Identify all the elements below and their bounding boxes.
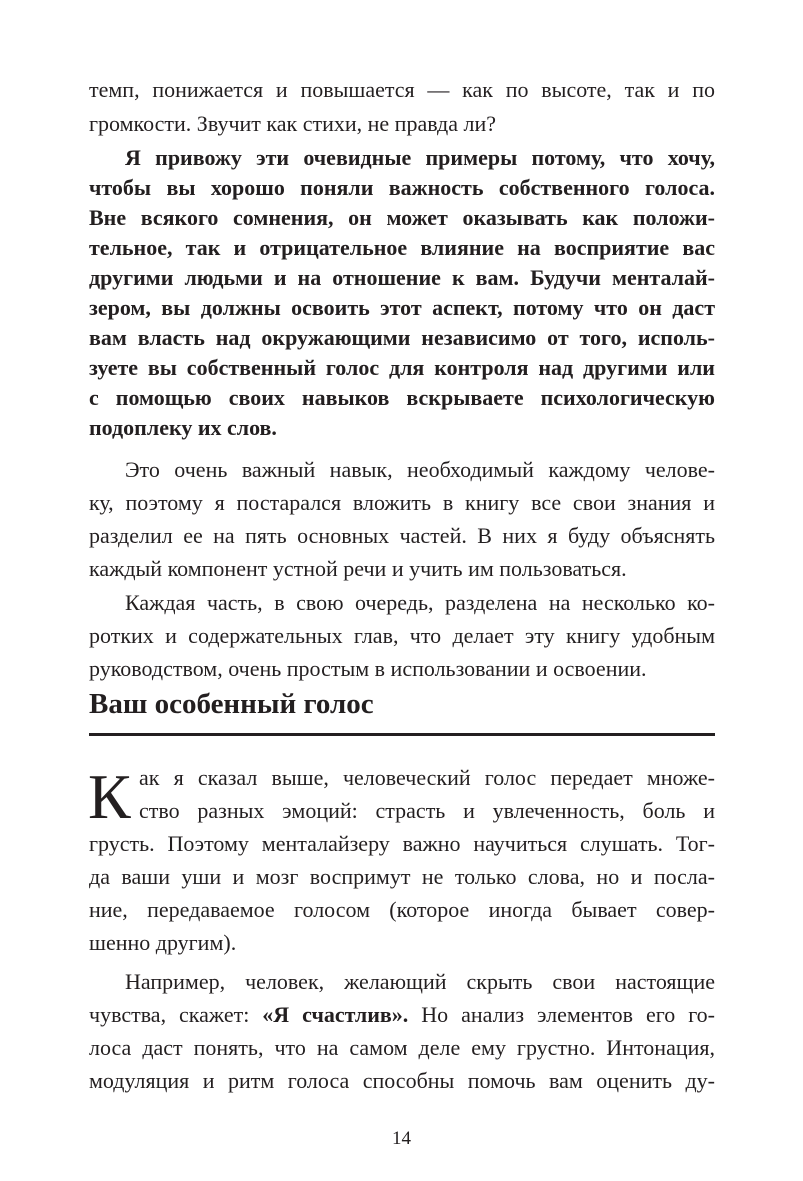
text-line: тельное, так и отрицательное влияние на восприятие вас: [89, 235, 715, 260]
text-line: подоплеку их слов.: [89, 415, 277, 440]
text-line: шенно другим).: [89, 930, 237, 955]
paragraph-1: [89, 73, 715, 141]
paragraph-2-bold: [89, 143, 715, 443]
text-line: вам власть над окружающими независимо от того, исполь-: [89, 325, 715, 350]
text-line: зуете вы собственный голос для контроля над другими или: [89, 355, 715, 380]
bold-quote: «Я счастлив».: [262, 1002, 409, 1027]
text-line: ку, поэтому я постарался вложить в книгу все свои знания и: [89, 490, 715, 515]
text-line: темп, понижается и повышается — как по высоте, так и по: [89, 77, 715, 102]
text-line: [89, 998, 715, 1031]
text-line: другими людьми и на отношение к вам. Будучи менталай-: [89, 265, 715, 290]
text-line: ство разных эмоций: страсть и увлеченность, боль и: [139, 798, 715, 823]
text-line: Это очень важный навык, необходимый каждому челове-: [125, 457, 715, 482]
text-line: ротких и содержательных глав, что делает эту книгу удобным: [89, 623, 715, 648]
text-line: Каждая часть, в свою очередь, разделена на несколько ко-: [125, 590, 715, 615]
text-line: зером, вы должны освоить этот аспект, потому что он даст: [89, 295, 715, 320]
page-number: 14: [392, 1128, 411, 1149]
text-line: Вне всякого сомнения, он может оказывать как положи-: [89, 205, 715, 230]
text-line: чтобы вы хорошо поняли важность собственного голоса.: [89, 175, 715, 200]
drop-cap: К: [88, 761, 131, 832]
text-line: каждый компонент устной речи и учить им пользоваться.: [89, 556, 627, 581]
text-segment: чувства, скажет:: [89, 1002, 263, 1027]
text-line: руководством, очень простым в использовании и освоении.: [89, 656, 647, 681]
text-line: да ваши уши и мозг воспримут не только слова, но и посла-: [89, 864, 715, 889]
text-line: Я привожу эти очевидные примеры потому, что хочу,: [125, 145, 715, 170]
paragraph-4: [89, 586, 715, 685]
paragraph-5: [89, 761, 715, 959]
text-line: грусть. Поэтому менталайзеру важно научиться слушать. Тог-: [89, 831, 715, 856]
paragraph-6: [89, 965, 715, 1097]
section-heading: Ваш особенный голос: [89, 688, 374, 720]
text-line: громкости. Звучит как стихи, не правда ли?: [89, 111, 497, 136]
paragraph-3: [89, 453, 715, 585]
text-line: с помощью своих навыков вскрываете психологическую: [89, 385, 715, 410]
text-line: модуляция и ритм голоса способны помочь вам оценить ду-: [89, 1068, 715, 1093]
heading-rule: [89, 733, 715, 736]
text-line: ние, передаваемое голосом (которое иногда бывает совер-: [89, 897, 715, 922]
text-line: ак я сказал выше, человеческий голос передает множе-: [139, 765, 715, 790]
text-segment: Но анализ элементов его го-: [408, 1002, 715, 1027]
text-line: Например, человек, желающий скрыть свои настоящие: [125, 969, 715, 994]
text-line: разделил ее на пять основных частей. В них я буду объяснять: [89, 523, 715, 548]
text-line: лоса даст понять, что на самом деле ему грустно. Интонация,: [89, 1035, 715, 1060]
